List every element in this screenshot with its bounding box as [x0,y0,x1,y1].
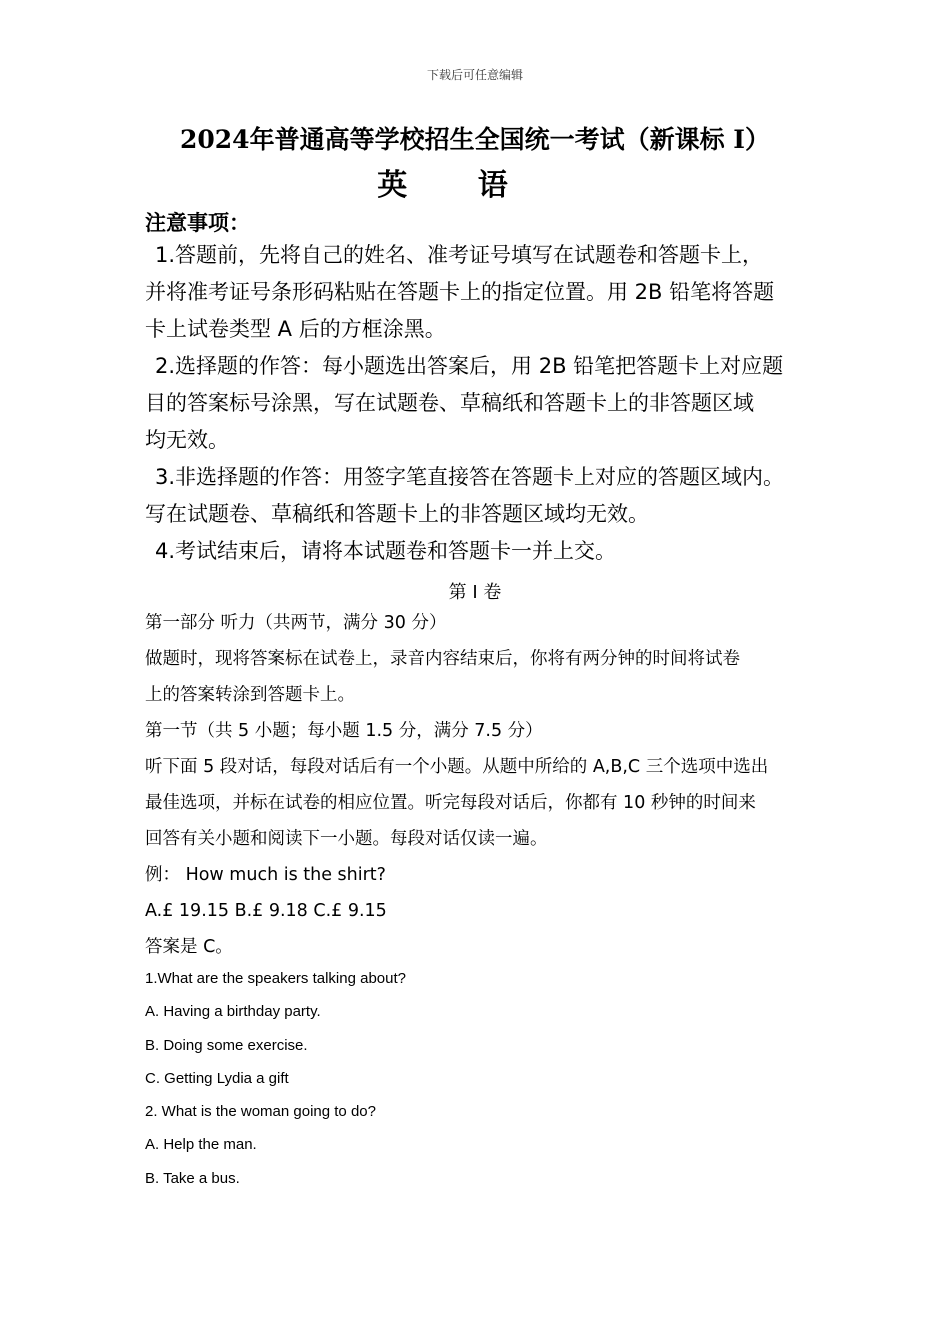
notice-line: 3.非选择题的作答：用签字笔直接答在答题卡上对应的答题区域内。 [155,465,785,489]
direction-line: 听下面 5 段对话，每段对话后有一个小题。从题中所给的 A,B,C 三个选项中选出 [145,757,769,777]
notice-line: 并将准考证号条形码粘贴在答题卡上的指定位置。用 2B 铅笔将答题 [145,280,775,304]
subject-title: 英 语 [377,168,538,203]
notice-line: 1.答题前，先将自己的姓名、准考证号填写在试题卷和答题卡上， [155,243,764,267]
option-item: B. Doing some exercise. [145,1036,308,1054]
notice-line: 4.考试结束后，请将本试题卷和答题卡一并上交。 [155,539,617,563]
instruction-line: 做题时，现将答案标在试卷上，录音内容结束后，你将有两分钟的时间将试卷 [145,649,740,669]
notice-body [145,237,835,570]
option-item: A. Help the man. [145,1136,257,1154]
notice-line: 目的答案标号涂黑，写在试题卷、草稿纸和答题卡上的非答题区域 [145,391,754,415]
direction-line: 回答有关小题和阅读下一小题。每段对话仅读一遍。 [145,829,548,849]
direction-line: 最佳选项，并标在试卷的相应位置。听完每段对话后，你都有 10 秒钟的时间来 [145,793,756,813]
notice-line: 均无效。 [145,428,229,452]
question-list [145,962,825,1195]
instruction-line: 上的答案转涂到答题卡上。 [145,685,355,705]
notice-heading: 注意事项： [145,211,250,235]
header-note: 下载后可任意编辑 [426,68,523,82]
example-question: 例： How much is the shirt? [145,865,386,885]
option-item: A. Having a birthday party. [145,1003,321,1021]
listening-section [145,605,825,965]
option-item: C. Getting Lydia a gift [145,1069,289,1087]
subsection-heading: 第一节（共 5 小题；每小题 1.5 分，满分 7.5 分） [145,721,543,741]
example-answer: 答案是 C。 [145,937,233,957]
question-item: 1.What are the speakers talking about? [145,970,406,987]
notice-line: 写在试题卷、草稿纸和答题卡上的非答题区域均无效。 [145,502,649,526]
example-options: A.£ 19.15 B.£ 9.18 C.£ 9.15 [145,901,387,921]
volume-heading: 第 I 卷 [448,582,502,603]
notice-line: 卡上试卷类型 A 后的方框涂黑。 [145,317,446,341]
question-item: 2. What is the woman going to do? [145,1103,376,1121]
part-heading: 第一部分 听力（共两节，满分 30 分） [145,613,447,633]
option-item: B. Take a bus. [145,1169,240,1187]
exam-title: 2024年普通高等学校招生全国统一考试（新课标 I） [180,125,770,154]
notice-line: 2.选择题的作答：每小题选出答案后，用 2B 铅笔把答题卡上对应题 [155,354,784,378]
